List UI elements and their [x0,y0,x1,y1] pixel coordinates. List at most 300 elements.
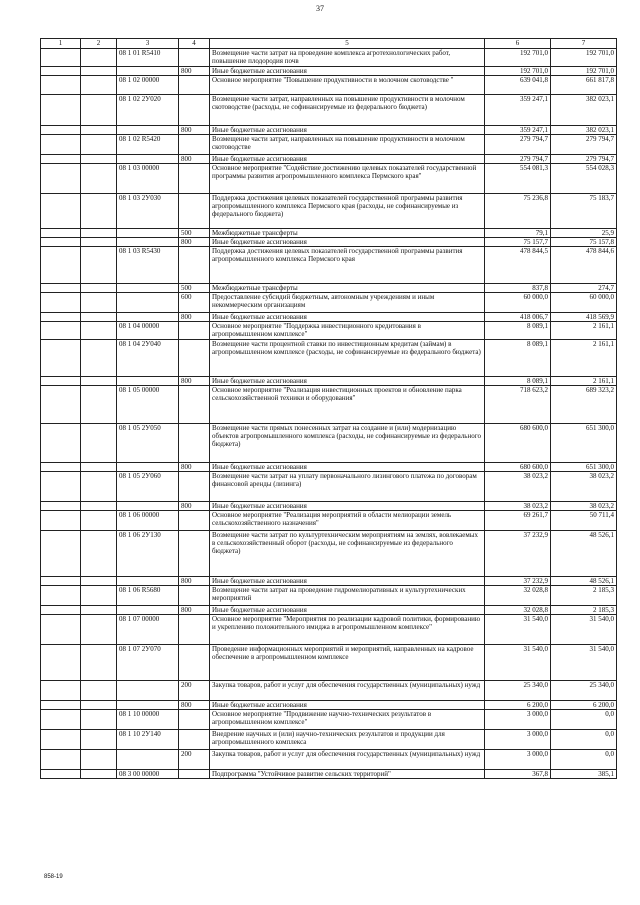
cell-amount-year2: 478 844,6 [551,247,617,284]
cell-amount-year2: 2 185,3 [551,606,617,615]
cell-col1 [41,377,81,386]
cell-col1 [41,615,81,645]
cell-target-code: 08 1 04 2У040 [117,340,179,377]
cell-expense-type: 800 [179,377,210,386]
cell-description: Подпрограмма "Устойчивое развитие сельских территорий" [210,770,485,779]
cell-amount-year2: 31 540,0 [551,645,617,681]
cell-col2 [81,322,117,340]
cell-col1 [41,76,81,95]
cell-amount-year2: 192 701,0 [551,49,617,67]
cell-col2 [81,49,117,67]
cell-amount-year2: 274,7 [551,284,617,293]
table-row [41,49,617,67]
cell-expense-type [179,76,210,95]
cell-target-code: 08 1 05 2У050 [117,424,179,463]
cell-col1 [41,247,81,284]
cell-expense-type [179,710,210,730]
cell-col1 [41,424,81,463]
cell-target-code: 08 1 03 2У030 [117,194,179,229]
cell-amount-year2: 382 023,1 [551,95,617,126]
cell-description: Возмещение части затрат по культуртехническим мероприятиям на землях, вовлекаемых в сельскохозяйственный оборот (расходы, не софинансируемые из федерального бюджета) [210,531,485,577]
cell-amount-year2: 554 028,3 [551,164,617,194]
table-row [41,95,617,126]
cell-col1 [41,67,81,76]
table-row [41,126,617,135]
table-row [41,472,617,502]
cell-amount-year2: 418 569,9 [551,313,617,322]
table-row [41,645,617,681]
cell-col1 [41,586,81,606]
cell-amount-year2: 689 323,2 [551,386,617,424]
cell-col1 [41,164,81,194]
cell-col2 [81,463,117,472]
cell-col1 [41,531,81,577]
cell-target-code: 08 3 00 00000 [117,770,179,779]
cell-expense-type: 600 [179,293,210,313]
cell-amount-year2: 385,1 [551,770,617,779]
cell-target-code [117,238,179,247]
table-row [41,293,617,313]
cell-col1 [41,194,81,229]
cell-description: Иные бюджетные ассигнования [210,606,485,615]
cell-target-code: 08 1 02 2У020 [117,95,179,126]
cell-amount-year1: 3 000,0 [485,710,551,730]
cell-expense-type: 500 [179,229,210,238]
cell-amount-year1: 279 794,7 [485,135,551,155]
table-row [41,531,617,577]
cell-amount-year1: 31 540,0 [485,615,551,645]
cell-description: Закупка товаров, работ и услуг для обеспечения государственных (муниципальных) нужд [210,681,485,701]
cell-expense-type: 800 [179,313,210,322]
table-row [41,247,617,284]
table-row [41,615,617,645]
cell-description: Внедрение научных и (или) научно-технических результатов и продукции для агропромышленного комплекса [210,730,485,750]
cell-target-code: 08 1 07 00000 [117,615,179,645]
cell-description: Основное мероприятие "Поддержка инвестиционного кредитования в агропромышленном комплексе" [210,322,485,340]
cell-description: Иные бюджетные ассигнования [210,577,485,586]
cell-col2 [81,95,117,126]
table-row [41,750,617,770]
cell-target-code: 08 1 01 R5410 [117,49,179,67]
cell-description: Предоставление субсидий бюджетным, автономным учреждениям и иным некоммерческим организациям [210,293,485,313]
cell-target-code: 08 1 03 00000 [117,164,179,194]
cell-col2 [81,76,117,95]
cell-amount-year2: 60 000,0 [551,293,617,313]
cell-target-code: 08 1 05 2У060 [117,472,179,502]
cell-amount-year1: 367,8 [485,770,551,779]
cell-col1 [41,730,81,750]
cell-target-code: 08 1 04 00000 [117,322,179,340]
cell-amount-year2: 2 185,3 [551,586,617,606]
cell-col1 [41,502,81,511]
cell-amount-year2: 25,9 [551,229,617,238]
cell-amount-year2: 382 023,1 [551,126,617,135]
cell-target-code: 08 1 02 00000 [117,76,179,95]
table-row [41,770,617,779]
cell-amount-year1: 37 232,9 [485,577,551,586]
cell-amount-year1: 6 200,0 [485,701,551,710]
cell-expense-type [179,49,210,67]
table-row [41,238,617,247]
cell-amount-year1: 279 794,7 [485,155,551,164]
cell-description: Проведение информационных мероприятий и мероприятий, направленных на кадровое обеспечение в агропромышленном комплексе [210,645,485,681]
cell-amount-year2: 0,0 [551,710,617,730]
cell-amount-year1: 8 089,1 [485,377,551,386]
cell-col2 [81,511,117,531]
cell-expense-type [179,424,210,463]
cell-expense-type: 800 [179,502,210,511]
cell-amount-year1: 639 041,8 [485,76,551,95]
table-row [41,424,617,463]
cell-col1 [41,770,81,779]
cell-col1 [41,229,81,238]
cell-col1 [41,49,81,67]
cell-amount-year2: 25 340,0 [551,681,617,701]
budget-table [40,38,617,779]
header-cell: 7 [551,39,617,49]
cell-col1 [41,750,81,770]
cell-amount-year2: 0,0 [551,730,617,750]
table-row [41,681,617,701]
cell-col1 [41,386,81,424]
cell-amount-year2: 38 023,2 [551,502,617,511]
cell-col1 [41,238,81,247]
cell-amount-year1: 837,8 [485,284,551,293]
table-row [41,135,617,155]
cell-expense-type [179,95,210,126]
cell-target-code [117,284,179,293]
cell-amount-year1: 75 236,8 [485,194,551,229]
cell-col1 [41,463,81,472]
cell-col2 [81,472,117,502]
cell-description: Возмещение части затрат, направленных на повышение продуктивности в молочном скотоводстве (расходы, не софинансируемые из федерального бюджета) [210,95,485,126]
cell-target-code: 08 1 10 2У140 [117,730,179,750]
cell-expense-type: 800 [179,463,210,472]
cell-col2 [81,340,117,377]
cell-amount-year1: 3 000,0 [485,730,551,750]
table-row [41,155,617,164]
cell-expense-type: 800 [179,238,210,247]
cell-target-code [117,313,179,322]
cell-col2 [81,586,117,606]
cell-expense-type [179,615,210,645]
cell-target-code: 08 1 07 2У070 [117,645,179,681]
cell-col2 [81,701,117,710]
cell-col2 [81,710,117,730]
cell-description: Основное мероприятие "Мероприятия по реализации кадровой политики, формированию и укреплению положительного имиджа в агропромышленном комплексе" [210,615,485,645]
table-row [41,701,617,710]
cell-col2 [81,424,117,463]
cell-col2 [81,502,117,511]
cell-col2 [81,377,117,386]
cell-col2 [81,615,117,645]
cell-amount-year1: 359 247,1 [485,95,551,126]
cell-description: Поддержка достижения целевых показателей государственной программы развития агропромышленного комплекса Пермского края [210,247,485,284]
cell-target-code: 08 1 06 R5680 [117,586,179,606]
cell-amount-year1: 32 028,8 [485,586,551,606]
cell-description: Межбюджетные трансферты [210,229,485,238]
cell-expense-type [179,194,210,229]
cell-col2 [81,531,117,577]
cell-expense-type: 800 [179,155,210,164]
header-cell: 5 [210,39,485,49]
table-row [41,606,617,615]
cell-expense-type [179,386,210,424]
table-body [41,39,617,779]
cell-amount-year2: 2 161,1 [551,377,617,386]
cell-description: Основное мероприятие "Реализация мероприятий в области мелиорации земель сельскохозяйственного назначения" [210,511,485,531]
cell-amount-year1: 60 000,0 [485,293,551,313]
cell-amount-year2: 279 794,7 [551,135,617,155]
table-row [41,463,617,472]
cell-col1 [41,701,81,710]
cell-amount-year1: 37 232,9 [485,531,551,577]
cell-col2 [81,386,117,424]
cell-expense-type [179,135,210,155]
cell-col2 [81,606,117,615]
cell-col2 [81,770,117,779]
cell-target-code [117,577,179,586]
cell-amount-year1: 192 701,0 [485,67,551,76]
cell-description: Иные бюджетные ассигнования [210,502,485,511]
cell-expense-type: 200 [179,681,210,701]
cell-amount-year2: 279 794,7 [551,155,617,164]
cell-col2 [81,681,117,701]
cell-amount-year1: 8 089,1 [485,322,551,340]
cell-col2 [81,194,117,229]
cell-description: Поддержка достижения целевых показателей государственной программы развития агропромышленного комплекса Пермского края (расходы, не софинансируемые из федерального бюджета) [210,194,485,229]
cell-col1 [41,606,81,615]
cell-col1 [41,681,81,701]
cell-expense-type [179,770,210,779]
cell-col1 [41,710,81,730]
cell-expense-type: 800 [179,701,210,710]
cell-expense-type: 800 [179,67,210,76]
cell-col1 [41,340,81,377]
cell-amount-year1: 680 600,0 [485,463,551,472]
table-row [41,586,617,606]
cell-col1 [41,126,81,135]
table-row [41,313,617,322]
cell-description: Иные бюджетные ассигнования [210,67,485,76]
cell-col2 [81,126,117,135]
cell-amount-year2: 31 540,0 [551,615,617,645]
cell-amount-year1: 554 081,3 [485,164,551,194]
cell-amount-year2: 192 701,0 [551,67,617,76]
table-row [41,194,617,229]
header-cell: 2 [81,39,117,49]
cell-col1 [41,155,81,164]
cell-col2 [81,293,117,313]
cell-col2 [81,577,117,586]
cell-amount-year1: 69 261,7 [485,511,551,531]
cell-col1 [41,322,81,340]
cell-description: Возмещение части прямых понесенных затрат на создание и (или) модернизацию объектов агропромышленного комплекса (расходы, не софинансируемые из федерального бюджета) [210,424,485,463]
cell-amount-year2: 0,0 [551,750,617,770]
cell-expense-type [179,531,210,577]
cell-col1 [41,511,81,531]
cell-target-code [117,606,179,615]
cell-description: Иные бюджетные ассигнования [210,155,485,164]
cell-col2 [81,229,117,238]
cell-expense-type [179,164,210,194]
cell-amount-year2: 48 526,1 [551,577,617,586]
cell-description: Иные бюджетные ассигнования [210,313,485,322]
cell-expense-type: 500 [179,284,210,293]
table-row [41,386,617,424]
cell-amount-year1: 718 623,2 [485,386,551,424]
header-cell: 3 [117,39,179,49]
cell-amount-year2: 2 161,1 [551,322,617,340]
cell-description: Иные бюджетные ассигнования [210,463,485,472]
cell-amount-year1: 478 844,5 [485,247,551,284]
cell-col2 [81,645,117,681]
cell-amount-year1: 38 023,2 [485,502,551,511]
cell-target-code [117,67,179,76]
cell-target-code: 08 1 10 00000 [117,710,179,730]
cell-expense-type [179,730,210,750]
cell-col2 [81,313,117,322]
cell-col1 [41,313,81,322]
cell-description: Иные бюджетные ассигнования [210,126,485,135]
cell-description: Возмещение части затрат на проведение комплекса агротехнологических работ, повышение плодородия почв [210,49,485,67]
table-row [41,511,617,531]
header-row [41,39,617,49]
cell-amount-year2: 50 711,4 [551,511,617,531]
cell-target-code [117,502,179,511]
cell-amount-year2: 661 817,8 [551,76,617,95]
cell-col2 [81,155,117,164]
cell-col2 [81,730,117,750]
cell-target-code [117,155,179,164]
cell-amount-year2: 48 526,1 [551,531,617,577]
cell-expense-type [179,322,210,340]
cell-amount-year2: 75 183,7 [551,194,617,229]
cell-amount-year1: 192 701,0 [485,49,551,67]
cell-col2 [81,750,117,770]
cell-amount-year1: 8 089,1 [485,340,551,377]
cell-amount-year2: 651 300,0 [551,463,617,472]
cell-expense-type: 800 [179,126,210,135]
cell-col2 [81,247,117,284]
cell-col1 [41,645,81,681]
cell-amount-year2: 2 161,1 [551,340,617,377]
cell-description: Иные бюджетные ассигнования [210,238,485,247]
cell-expense-type: 800 [179,606,210,615]
cell-expense-type [179,340,210,377]
cell-amount-year1: 359 247,1 [485,126,551,135]
cell-description: Возмещение части затрат на уплату первоначального лизингового платежа по договорам финансовой аренды (лизинга) [210,472,485,502]
table-row [41,377,617,386]
document-footer-code: 858-19 [44,874,63,880]
cell-col1 [41,472,81,502]
table-row [41,229,617,238]
table-row [41,67,617,76]
cell-col2 [81,135,117,155]
cell-target-code: 08 1 02 R5420 [117,135,179,155]
cell-description: Межбюджетные трансферты [210,284,485,293]
cell-expense-type [179,645,210,681]
header-cell: 6 [485,39,551,49]
cell-description: Возмещение части затрат, направленных на повышение продуктивности в молочном скотоводстве [210,135,485,155]
cell-col2 [81,67,117,76]
cell-col1 [41,577,81,586]
cell-target-code [117,750,179,770]
cell-col1 [41,284,81,293]
page-number: 37 [316,4,324,13]
cell-expense-type [179,247,210,284]
cell-amount-year1: 75 157,7 [485,238,551,247]
cell-target-code [117,463,179,472]
cell-description: Иные бюджетные ассигнования [210,377,485,386]
cell-amount-year1: 79,1 [485,229,551,238]
cell-target-code [117,377,179,386]
cell-amount-year1: 3 000,0 [485,750,551,770]
table-row [41,577,617,586]
cell-description: Возмещение части затрат на проведение гидромелиоративных и культуртехнических мероприятий [210,586,485,606]
cell-col1 [41,135,81,155]
table-row [41,322,617,340]
cell-description: Основное мероприятие "Продвижение научно-технических результатов в агропромышленном комплексе" [210,710,485,730]
cell-amount-year1: 25 340,0 [485,681,551,701]
cell-target-code [117,229,179,238]
table-row [41,710,617,730]
cell-target-code: 08 1 06 00000 [117,511,179,531]
cell-amount-year2: 6 200,0 [551,701,617,710]
cell-col1 [41,95,81,126]
cell-expense-type [179,511,210,531]
cell-expense-type [179,472,210,502]
cell-amount-year1: 680 600,0 [485,424,551,463]
cell-target-code: 08 1 05 00000 [117,386,179,424]
cell-target-code [117,681,179,701]
cell-description: Иные бюджетные ассигнования [210,701,485,710]
header-cell: 4 [179,39,210,49]
table-row [41,730,617,750]
table-row [41,76,617,95]
cell-amount-year1: 38 023,2 [485,472,551,502]
cell-amount-year1: 418 006,7 [485,313,551,322]
cell-amount-year1: 31 540,0 [485,645,551,681]
cell-amount-year2: 75 157,8 [551,238,617,247]
table-row [41,340,617,377]
cell-target-code [117,701,179,710]
cell-col2 [81,238,117,247]
table-row [41,164,617,194]
table-row [41,502,617,511]
cell-description: Основное мероприятие "Реализация инвестиционных проектов и обновление парка сельскохозяйственной техники и оборудования" [210,386,485,424]
cell-target-code [117,126,179,135]
header-cell: 1 [41,39,81,49]
cell-target-code: 08 1 03 R5430 [117,247,179,284]
cell-col2 [81,164,117,194]
cell-description: Возмещение части процентной ставки по инвестиционным кредитам (займам) в агропромышленном комплексе (расходы, не софинансируемые из федерального бюджета) [210,340,485,377]
cell-target-code: 08 1 06 2У130 [117,531,179,577]
cell-amount-year2: 38 023,2 [551,472,617,502]
cell-target-code [117,293,179,313]
cell-col1 [41,293,81,313]
cell-description: Основное мероприятие "Содействие достижению целевых показателей государственной программы развития агропромышленного комплекса Пермского края" [210,164,485,194]
cell-col2 [81,284,117,293]
cell-expense-type: 200 [179,750,210,770]
table-row [41,284,617,293]
cell-expense-type: 800 [179,577,210,586]
cell-description: Закупка товаров, работ и услуг для обеспечения государственных (муниципальных) нужд [210,750,485,770]
cell-amount-year1: 32 028,8 [485,606,551,615]
cell-amount-year2: 651 300,0 [551,424,617,463]
cell-description: Основное мероприятие "Повышение продуктивности в молочном скотоводстве " [210,76,485,95]
cell-expense-type [179,586,210,606]
